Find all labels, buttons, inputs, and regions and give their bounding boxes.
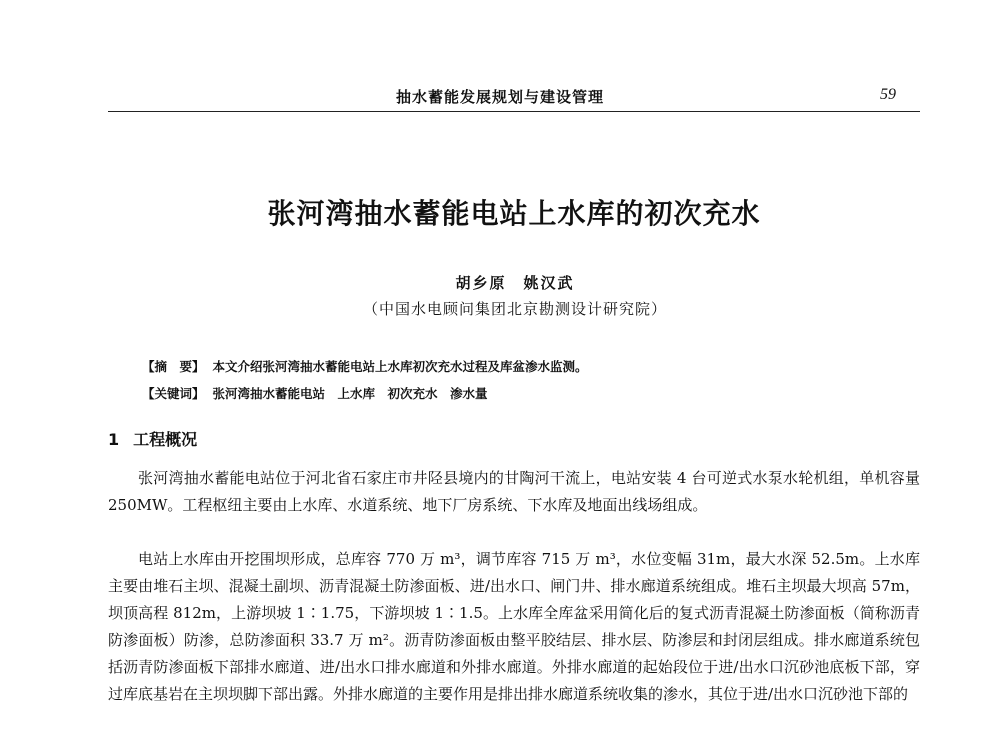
section-number: 1 [108,430,120,449]
keywords-label: 【关键词】 [142,386,205,401]
running-header-title: 抽水蓄能发展规划与建设管理 [395,88,604,106]
page-number: 59 [880,86,896,103]
keywords-text: 张河湾抽水蓄能电站 上水库 初次充水 渗水量 [212,386,488,401]
keywords [142,384,488,402]
section-title: 工程概况 [133,430,198,449]
body-paragraph: 电站上水库由开挖围坝形成，总库容 770 万 m³，调节库容 715 万 m³，水位变幅 31m，最大水深 52.5m。上水库主要由堆石主坝、混凝土副坝、沥青混凝土防渗面板、进/出水口、闸门井、排水廊道系统组成。堆石主坝最大坝高 57m，坝顶高程 812m，上游坝坡 1∶1.75，下游坝坡 1∶1.5。上水库全库盆采用简化后的复式沥青混凝土防渗面板（简称沥青防渗面板）防渗，总防渗面积 33.7 万 m²。沥青防渗面板由整平胶结层、排水层、防渗层和封闭层组成。排水廊道系统包括沥青防渗面板下部排水廊道、进/出水口排水廊道和外排水廊道。外排水廊道的起始段位于进/出水口沉砂池底板下部，穿过库底基岩在主坝坝脚下部出露。外排水廊道的主要作用是排出排水廊道系统收集的渗水，其位于进/出水口沉砂池下部的 [108,550,920,703]
abstract-text: 本文介绍张河湾抽水蓄能电站上水库初次充水过程及库盆渗水监测。 [212,359,588,374]
body-paragraph: 张河湾抽水蓄能电站位于河北省石家庄市井陉县境内的甘陶河干流上，电站安装 4 台可逆式水泵水轮机组，单机容量 250MW。工程枢纽主要由上水库、水道系统、地下厂房系统、下水库及地面出线场组成。 [108,469,920,514]
section-heading [108,427,197,450]
authors: 胡乡原 姚汉武 [455,274,575,292]
article-title: 张河湾抽水蓄能电站上水库的初次充水 [267,197,761,230]
abstract-label: 【摘 要】 [142,359,205,374]
abstract [142,357,588,375]
affiliation: （中国水电顾问集团北京勘测设计研究院） [362,300,667,318]
header-divider [108,111,920,112]
